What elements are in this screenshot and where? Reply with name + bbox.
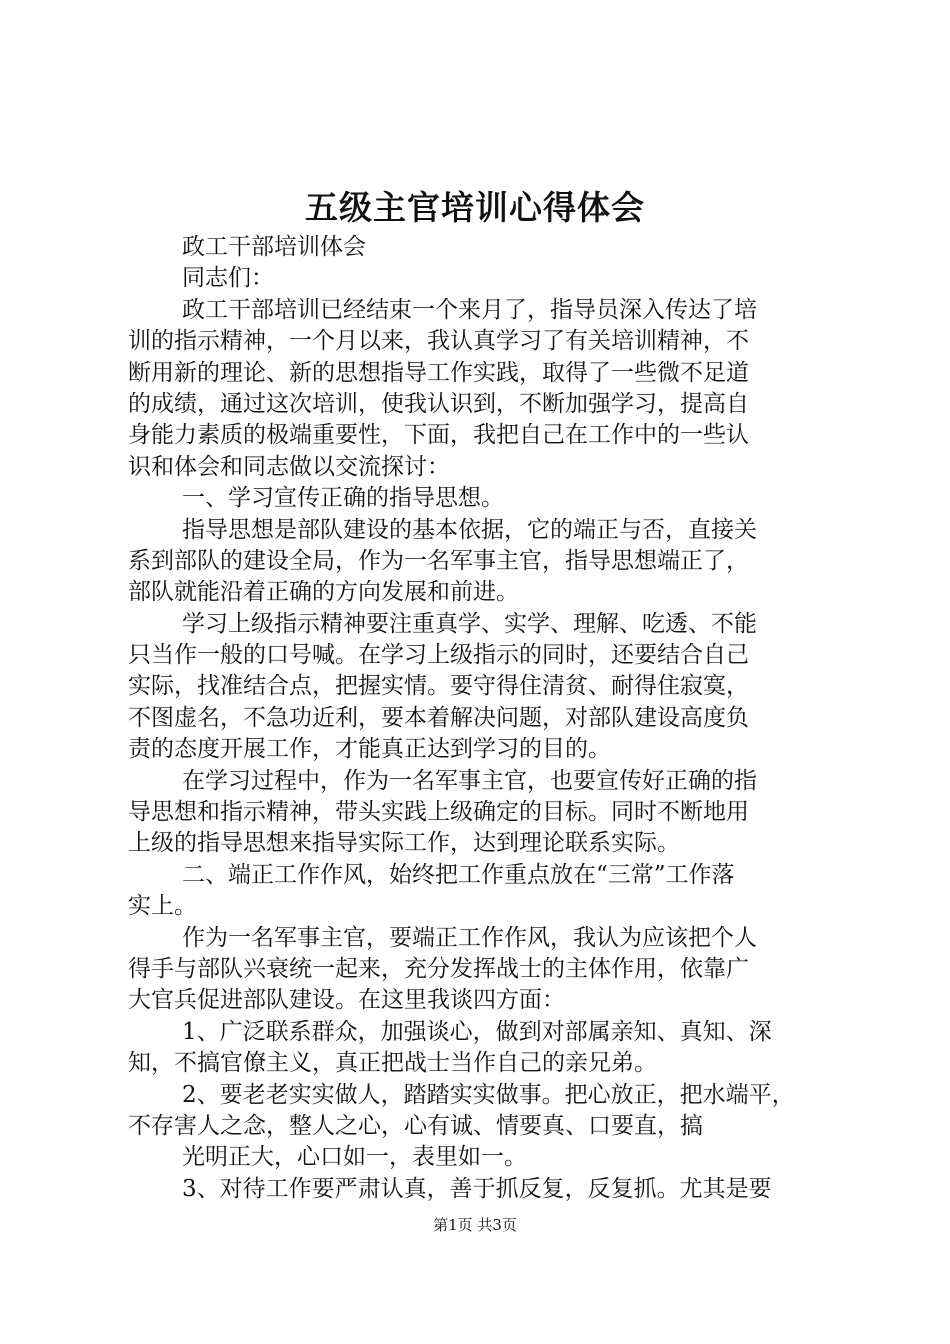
section-heading: 一、学习宣传正确的指导思想。 — [182, 485, 504, 512]
paragraph-line: 不图虚名，不急功近利，要本着解决问题，对部队建设高度负 — [128, 704, 749, 731]
list-item-line: 3、对待工作要严肃认真，善于抓反复，反复抓。尤其是要 — [182, 1175, 772, 1202]
page-footer: 第1页 共3页 — [433, 1216, 517, 1234]
section-heading: 二、端正工作作风，始终把工作重点放在“三常”工作落 — [182, 861, 735, 888]
list-item-line: 1、广泛联系群众，加强谈心，做到对部属亲知、真知、深 — [182, 1018, 772, 1045]
section-heading-continued: 实上。 — [128, 893, 197, 920]
list-item-line: 光明正大，心口如一，表里如一。 — [182, 1144, 527, 1171]
paragraph-line: 学习上级指示精神要注重真学、实学、理解、吃透、不能 — [182, 610, 757, 637]
document-body — [128, 232, 840, 1205]
paragraph-line: 责的态度开展工作，才能真正达到学习的目的。 — [128, 736, 611, 763]
list-item-line: 不存害人之念，整人之心，心有诚、情要真、口要直，搞 — [128, 1112, 703, 1139]
paragraph-line: 政工干部培训体会 — [182, 234, 366, 260]
paragraph-line: 部队就能沿着正确的方向发展和前进。 — [128, 579, 519, 606]
paragraph-line: 断用新的理论、新的思想指导工作实践，取得了一些微不足道 — [128, 359, 749, 386]
paragraph-line: 指导思想是部队建设的基本依据，它的端正与否，直接关 — [182, 516, 757, 543]
list-item-line: 2、要老老实实做人，踏踏实实做事。把心放正，把水端平， — [182, 1081, 795, 1108]
paragraph-line: 只当作一般的口号喊。在学习上级指示的同时，还要结合自己 — [128, 642, 749, 669]
paragraph-line: 实际，找准结合点，把握实情。要守得住清贫、耐得住寂寞， — [128, 673, 749, 700]
paragraph-line: 导思想和指示精神，带头实践上级确定的目标。同时不断地用 — [128, 799, 749, 826]
paragraph-line: 身能力素质的极端重要性，下面，我把自己在工作中的一些认 — [128, 422, 749, 449]
list-item-line: 知，不搞官僚主义，真正把战士当作自己的亲兄弟。 — [128, 1050, 657, 1077]
paragraph-line: 识和体会和同志做以交流探讨： — [128, 453, 450, 480]
paragraph-line: 得手与部队兴衰统一起来，充分发挥战士的主体作用，依靠广 — [128, 955, 749, 982]
paragraph-line: 的成绩，通过这次培训，使我认识到，不断加强学习，提高自 — [128, 390, 749, 417]
paragraph-line: 在学习过程中，作为一名军事主官，也要宣传好正确的指 — [182, 767, 757, 794]
paragraph-line: 同志们： — [182, 265, 274, 292]
paragraph-line: 大官兵促进部队建设。在这里我谈四方面： — [128, 987, 565, 1014]
paragraph-line: 政工干部培训已经结束一个来月了，指导员深入传达了培 — [182, 296, 757, 323]
paragraph-line: 上级的指导思想来指导实际工作，达到理论联系实际。 — [128, 830, 680, 857]
document-title: 五级主官培训心得体会 — [305, 188, 645, 227]
paragraph-line: 训的指示精神，一个月以来，我认真学习了有关培训精神，不 — [128, 328, 749, 355]
paragraph-line: 作为一名军事主官，要端正工作作风，我认为应该把个人 — [182, 924, 757, 951]
paragraph-line: 系到部队的建设全局，作为一名军事主官，指导思想端正了， — [128, 547, 749, 574]
